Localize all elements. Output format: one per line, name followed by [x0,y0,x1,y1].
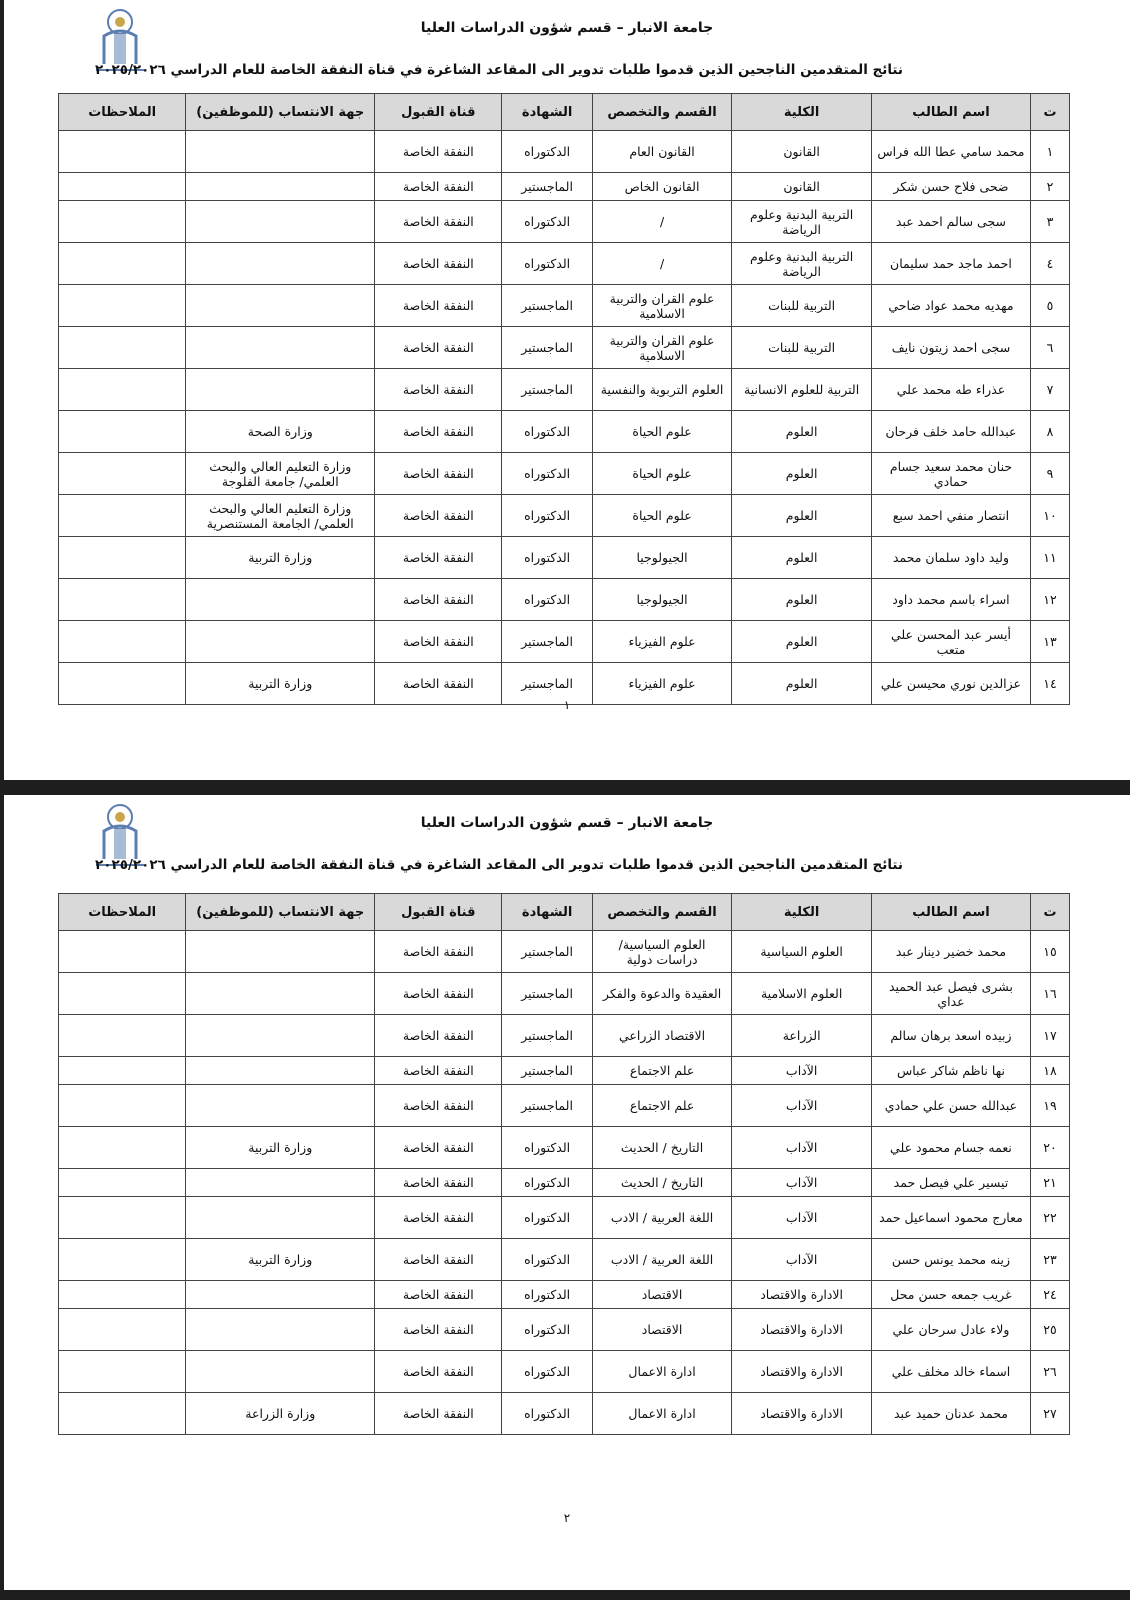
cell-college: التربية للبنات [732,327,872,369]
table-row [59,131,1070,173]
cell-index: ٢٣ [1031,1239,1070,1281]
column-header: القسم والتخصص [592,94,732,131]
cell-department: التاريخ / الحديث [592,1127,732,1169]
cell-degree: الدكتوراه [502,1393,592,1435]
cell-affiliation [186,621,375,663]
cell-affiliation: وزارة التربية [186,537,375,579]
table-row [59,243,1070,285]
cell-affiliation [186,1015,375,1057]
cell-degree: الدكتوراه [502,243,592,285]
cell-college: العلوم السياسية [732,931,872,973]
cell-college: الادارة والاقتصاد [732,1309,872,1351]
cell-notes [59,1127,186,1169]
cell-affiliation [186,1057,375,1085]
table-row [59,931,1070,973]
cell-notes [59,1169,186,1197]
cell-college: التربية البدنية وعلوم الرياضة [732,201,872,243]
page-number: ١ [563,698,571,712]
table-row [59,1393,1070,1435]
cell-college: الادارة والاقتصاد [732,1281,872,1309]
cell-department: القانون العام [592,131,732,173]
cell-department: الاقتصاد [592,1281,732,1309]
table-row [59,453,1070,495]
cell-student-name: عبدالله حسن علي حمادي [871,1085,1030,1127]
cell-degree: الماجستير [502,1015,592,1057]
cell-index: ١١ [1031,537,1070,579]
cell-student-name: انتصار منفي احمد سبع [871,495,1030,537]
cell-admission-channel: النفقة الخاصة [375,453,502,495]
table-body [59,931,1070,1435]
cell-department: القانون الخاص [592,173,732,201]
column-header: اسم الطالب [871,894,1030,931]
table-row [59,1197,1070,1239]
cell-notes [59,1057,186,1085]
cell-degree: الماجستير [502,285,592,327]
cell-index: ١٢ [1031,579,1070,621]
cell-college: العلوم [732,663,872,705]
cell-student-name: زينه محمد يونس حسن [871,1239,1030,1281]
cell-affiliation [186,327,375,369]
cell-index: ٢٧ [1031,1393,1070,1435]
cell-degree: الماجستير [502,621,592,663]
cell-affiliation [186,173,375,201]
cell-index: ٨ [1031,411,1070,453]
cell-degree: الدكتوراه [502,1127,592,1169]
cell-affiliation [186,243,375,285]
column-header: الكلية [732,94,872,131]
cell-student-name: وليد داود سلمان محمد [871,537,1030,579]
cell-notes [59,973,186,1015]
table-row [59,1015,1070,1057]
cell-degree: الدكتوراه [502,1351,592,1393]
cell-college: الآداب [732,1239,872,1281]
cell-notes [59,1281,186,1309]
cell-admission-channel: النفقة الخاصة [375,201,502,243]
cell-college: القانون [732,173,872,201]
cell-college: العلوم [732,621,872,663]
cell-college: الآداب [732,1169,872,1197]
table-row [59,1351,1070,1393]
cell-affiliation [186,1085,375,1127]
cell-admission-channel: النفقة الخاصة [375,663,502,705]
cell-index: ٧ [1031,369,1070,411]
cell-affiliation [186,1309,375,1351]
cell-student-name: اسماء خالد مخلف علي [871,1351,1030,1393]
table-row [59,1057,1070,1085]
cell-affiliation [186,1197,375,1239]
table-row [59,173,1070,201]
cell-degree: الماجستير [502,663,592,705]
cell-affiliation [186,1351,375,1393]
column-header: الكلية [732,894,872,931]
cell-admission-channel: النفقة الخاصة [375,131,502,173]
cell-affiliation [186,131,375,173]
cell-admission-channel: النفقة الخاصة [375,411,502,453]
cell-admission-channel: النفقة الخاصة [375,931,502,973]
cell-student-name: ضحى فلاح حسن شكر [871,173,1030,201]
cell-index: ١٤ [1031,663,1070,705]
column-header: جهة الانتساب (للموظفين) [186,894,375,931]
university-header: جامعة الانبار – قسم شؤون الدراسات العليا [420,20,714,36]
cell-affiliation [186,285,375,327]
cell-student-name: ولاء عادل سرحان علي [871,1309,1030,1351]
cell-admission-channel: النفقة الخاصة [375,1281,502,1309]
cell-department: الجيولوجيا [592,579,732,621]
table-row [59,201,1070,243]
cell-affiliation: وزارة التربية [186,1127,375,1169]
cell-college: العلوم الاسلامية [732,973,872,1015]
cell-college: العلوم [732,537,872,579]
column-header: ت [1031,894,1070,931]
document-page-2 [4,795,1130,1590]
cell-degree: الدكتوراه [502,201,592,243]
cell-admission-channel: النفقة الخاصة [375,1239,502,1281]
cell-degree: الدكتوراه [502,495,592,537]
cell-student-name: حنان محمد سعيد جسام حمادي [871,453,1030,495]
cell-department: علوم الحياة [592,495,732,537]
table-row [59,285,1070,327]
cell-degree: الماجستير [502,931,592,973]
cell-degree: الدكتوراه [502,131,592,173]
column-header: الملاحظات [59,94,186,131]
cell-degree: الدكتوراه [502,537,592,579]
cell-notes [59,131,186,173]
cell-college: التربية البدنية وعلوم الرياضة [732,243,872,285]
cell-degree: الدكتوراه [502,1169,592,1197]
cell-department: الجيولوجيا [592,537,732,579]
cell-index: ٢٥ [1031,1309,1070,1351]
cell-degree: الماجستير [502,327,592,369]
cell-student-name: نعمه جسام محمود علي [871,1127,1030,1169]
cell-college: الادارة والاقتصاد [732,1351,872,1393]
cell-degree: الماجستير [502,369,592,411]
table-row [59,327,1070,369]
cell-notes [59,411,186,453]
cell-admission-channel: النفقة الخاصة [375,1169,502,1197]
table-row [59,537,1070,579]
cell-department: ادارة الاعمال [592,1393,732,1435]
cell-department: علم الاجتماع [592,1057,732,1085]
cell-college: الآداب [732,1197,872,1239]
cell-index: ١ [1031,131,1070,173]
cell-college: التربية للعلوم الانسانية [732,369,872,411]
cell-affiliation [186,201,375,243]
cell-degree: الدكتوراه [502,1281,592,1309]
cell-affiliation: وزارة الصحة [186,411,375,453]
cell-notes [59,1085,186,1127]
cell-department: ادارة الاعمال [592,1351,732,1393]
cell-college: الآداب [732,1057,872,1085]
cell-degree: الدكتوراه [502,453,592,495]
cell-affiliation: وزارة التربية [186,663,375,705]
cell-notes [59,1351,186,1393]
cell-admission-channel: النفقة الخاصة [375,621,502,663]
cell-college: العلوم [732,579,872,621]
table-row [59,495,1070,537]
cell-admission-channel: النفقة الخاصة [375,1015,502,1057]
cell-affiliation: وزارة الزراعة [186,1393,375,1435]
cell-department: / [592,201,732,243]
cell-notes [59,173,186,201]
cell-department: العلوم السياسية/ دراسات دولية [592,931,732,973]
cell-department: العلوم التربوية والنفسية [592,369,732,411]
cell-admission-channel: النفقة الخاصة [375,579,502,621]
cell-index: ٣ [1031,201,1070,243]
cell-admission-channel: النفقة الخاصة [375,1309,502,1351]
column-header: الشهادة [502,94,592,131]
cell-affiliation [186,1169,375,1197]
cell-department: علوم القران والتربية الاسلامية [592,327,732,369]
cell-index: ٤ [1031,243,1070,285]
cell-index: ١٠ [1031,495,1070,537]
cell-student-name: مهديه محمد عواد ضاحي [871,285,1030,327]
cell-index: ١٣ [1031,621,1070,663]
document-title: نتائج المتقدمين الناجحين الذين قدموا طلبات تدوير الى المقاعد الشاغرة في قناة النفقة الخاصة للعام الدراسي ٢٠٢٥/٢٠٢٦ [94,62,904,78]
table-row [59,1169,1070,1197]
table-row [59,369,1070,411]
cell-degree: الدكتوراه [502,1309,592,1351]
cell-student-name: عذراء طه محمد علي [871,369,1030,411]
cell-admission-channel: النفقة الخاصة [375,1393,502,1435]
cell-degree: الدكتوراه [502,1239,592,1281]
cell-student-name: اسراء باسم محمد داود [871,579,1030,621]
cell-student-name: أيسر عبد المحسن علي متعب [871,621,1030,663]
cell-admission-channel: النفقة الخاصة [375,369,502,411]
cell-index: ٥ [1031,285,1070,327]
cell-notes [59,369,186,411]
table-row [59,1281,1070,1309]
table-header-row [59,94,1070,131]
cell-index: ١٧ [1031,1015,1070,1057]
column-header: ت [1031,94,1070,131]
cell-student-name: محمد عدنان حميد عبد [871,1393,1030,1435]
cell-student-name: محمد خضير دينار عبد [871,931,1030,973]
cell-index: ٢٤ [1031,1281,1070,1309]
cell-admission-channel: النفقة الخاصة [375,243,502,285]
table-row [59,579,1070,621]
table-row [59,1085,1070,1127]
column-header: قناة القبول [375,894,502,931]
cell-admission-channel: النفقة الخاصة [375,537,502,579]
document-title: نتائج المتقدمين الناجحين الذين قدموا طلبات تدوير الى المقاعد الشاغرة في قناة النفقة الخاصة للعام الدراسي ٢٠٢٥/٢٠٢٦ [94,857,904,873]
cell-index: ١٩ [1031,1085,1070,1127]
cell-college: العلوم [732,453,872,495]
cell-notes [59,327,186,369]
cell-notes [59,1393,186,1435]
cell-college: العلوم [732,411,872,453]
cell-notes [59,1309,186,1351]
table-row [59,411,1070,453]
column-header: جهة الانتساب (للموظفين) [186,94,375,131]
cell-college: الآداب [732,1085,872,1127]
cell-college: العلوم [732,495,872,537]
cell-degree: الدكتوراه [502,1197,592,1239]
cell-notes [59,1015,186,1057]
cell-department: العقيدة والدعوة والفكر [592,973,732,1015]
cell-degree: الماجستير [502,973,592,1015]
cell-degree: الماجستير [502,173,592,201]
cell-admission-channel: النفقة الخاصة [375,495,502,537]
cell-affiliation [186,1281,375,1309]
cell-admission-channel: النفقة الخاصة [375,1197,502,1239]
cell-affiliation: وزارة التربية [186,1239,375,1281]
cell-affiliation: وزارة التعليم العالي والبحث العلمي/ الجامعة المستنصرية [186,495,375,537]
cell-admission-channel: النفقة الخاصة [375,973,502,1015]
cell-index: ٢٠ [1031,1127,1070,1169]
cell-student-name: معارج محمود اسماعيل حمد [871,1197,1030,1239]
cell-affiliation [186,579,375,621]
cell-index: ١٦ [1031,973,1070,1015]
cell-notes [59,1197,186,1239]
cell-student-name: زبيده اسعد برهان سالم [871,1015,1030,1057]
cell-student-name: نها ناظم شاكر عباس [871,1057,1030,1085]
cell-department: علوم الحياة [592,453,732,495]
table-row [59,621,1070,663]
results-table [58,93,1070,705]
cell-department: التاريخ / الحديث [592,1169,732,1197]
column-header: اسم الطالب [871,94,1030,131]
cell-student-name: عبدالله حامد خلف فرحان [871,411,1030,453]
cell-affiliation [186,973,375,1015]
cell-notes [59,201,186,243]
cell-degree: الماجستير [502,1085,592,1127]
cell-notes [59,931,186,973]
cell-degree: الدكتوراه [502,411,592,453]
cell-admission-channel: النفقة الخاصة [375,285,502,327]
column-header: قناة القبول [375,94,502,131]
document-page-1 [4,0,1130,780]
cell-affiliation: وزارة التعليم العالي والبحث العلمي/ جامعة الفلوجة [186,453,375,495]
cell-department: علم الاجتماع [592,1085,732,1127]
cell-college: التربية للبنات [732,285,872,327]
cell-student-name: تيسير علي فيصل حمد [871,1169,1030,1197]
column-header: القسم والتخصص [592,894,732,931]
cell-student-name: بشرى فيصل عبد الحميد عداي [871,973,1030,1015]
results-table [58,893,1070,1435]
university-header: جامعة الانبار – قسم شؤون الدراسات العليا [420,815,714,831]
cell-notes [59,579,186,621]
cell-affiliation [186,369,375,411]
cell-notes [59,495,186,537]
cell-department: علوم الحياة [592,411,732,453]
cell-admission-channel: النفقة الخاصة [375,173,502,201]
cell-admission-channel: النفقة الخاصة [375,1351,502,1393]
cell-index: ٢٢ [1031,1197,1070,1239]
cell-department: علوم الفيزياء [592,663,732,705]
column-header: الملاحظات [59,894,186,931]
cell-admission-channel: النفقة الخاصة [375,1057,502,1085]
cell-department: / [592,243,732,285]
cell-affiliation [186,931,375,973]
table-body [59,131,1070,705]
table-row [59,1309,1070,1351]
cell-department: الاقتصاد [592,1309,732,1351]
cell-department: اللغة العربية / الادب [592,1197,732,1239]
cell-notes [59,621,186,663]
cell-index: ٢ [1031,173,1070,201]
cell-college: الزراعة [732,1015,872,1057]
cell-degree: الدكتوراه [502,579,592,621]
cell-student-name: غريب جمعه حسن محل [871,1281,1030,1309]
table-row [59,1239,1070,1281]
cell-admission-channel: النفقة الخاصة [375,327,502,369]
cell-college: الآداب [732,1127,872,1169]
cell-college: القانون [732,131,872,173]
cell-department: علوم الفيزياء [592,621,732,663]
column-header: الشهادة [502,894,592,931]
cell-notes [59,537,186,579]
cell-notes [59,453,186,495]
cell-college: الادارة والاقتصاد [732,1393,872,1435]
page-number: ٢ [563,1511,571,1525]
cell-student-name: محمد سامي عطا الله فراس [871,131,1030,173]
cell-index: ١٥ [1031,931,1070,973]
table-row [59,1127,1070,1169]
cell-index: ٢٦ [1031,1351,1070,1393]
table-header-row [59,894,1070,931]
cell-department: اللغة العربية / الادب [592,1239,732,1281]
cell-admission-channel: النفقة الخاصة [375,1127,502,1169]
cell-admission-channel: النفقة الخاصة [375,1085,502,1127]
cell-index: ٢١ [1031,1169,1070,1197]
cell-index: ٦ [1031,327,1070,369]
cell-index: ١٨ [1031,1057,1070,1085]
cell-notes [59,1239,186,1281]
cell-department: علوم القران والتربية الاسلامية [592,285,732,327]
cell-degree: الماجستير [502,1057,592,1085]
cell-notes [59,285,186,327]
cell-index: ٩ [1031,453,1070,495]
cell-student-name: احمد ماجد حمد سليمان [871,243,1030,285]
cell-department: الاقتصاد الزراعي [592,1015,732,1057]
cell-student-name: عزالدين نوري محيسن علي [871,663,1030,705]
cell-notes [59,243,186,285]
table-row [59,973,1070,1015]
cell-student-name: سجى سالم احمد عبد [871,201,1030,243]
cell-student-name: سجى احمد زيتون نايف [871,327,1030,369]
